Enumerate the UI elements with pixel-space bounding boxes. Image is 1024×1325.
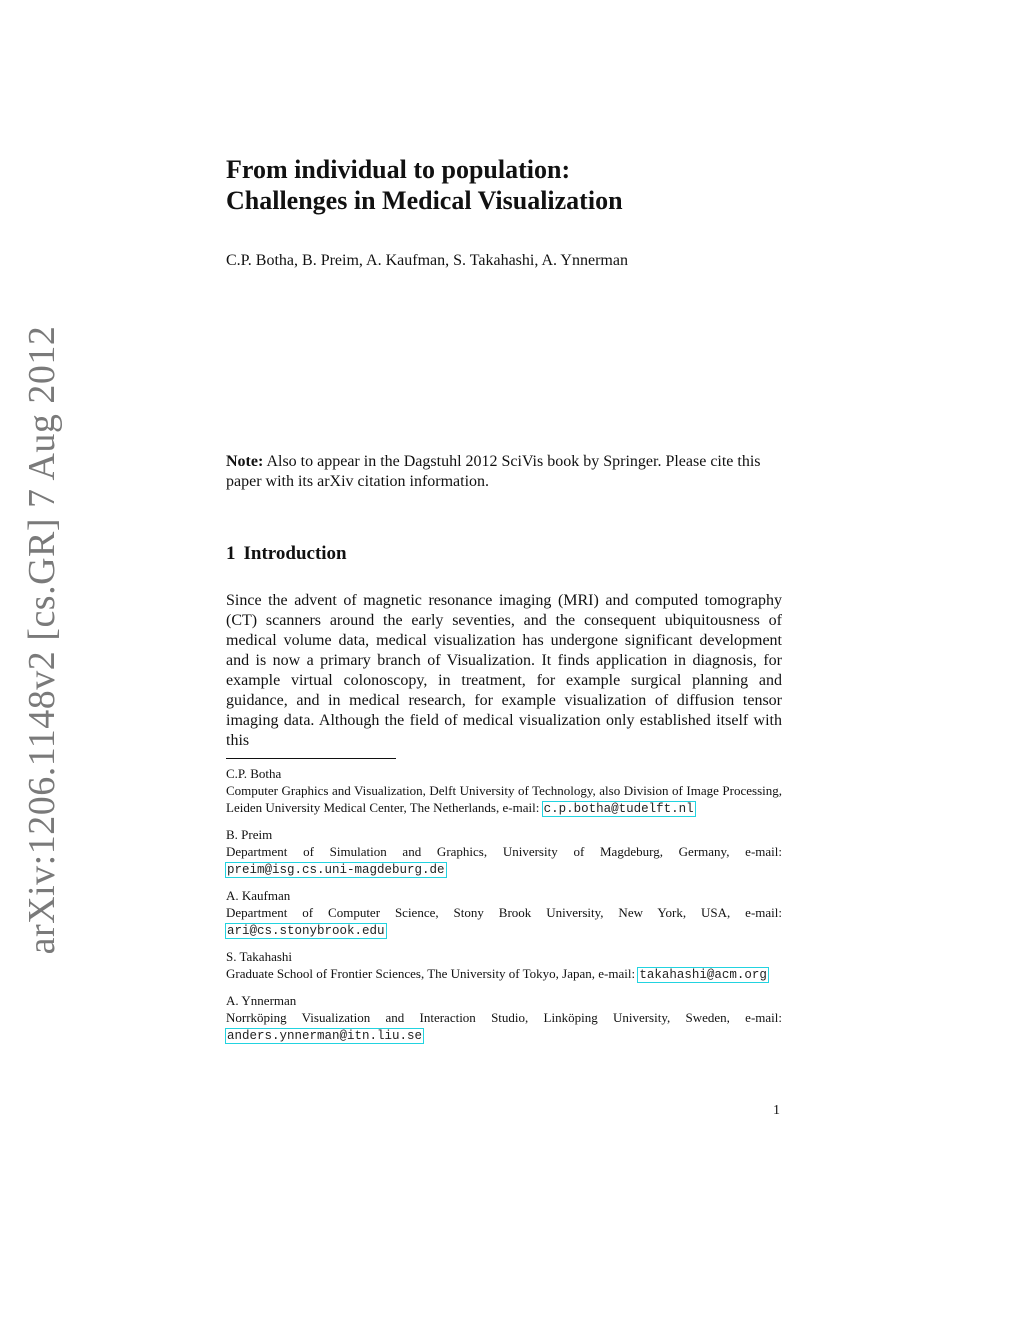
footnote-author-name: B. Preim <box>226 827 273 842</box>
footnote-author-name: A. Ynnerman <box>226 993 297 1008</box>
email-link[interactable]: anders.ynnerman@itn.liu.se <box>227 1029 423 1043</box>
footnote-author-affiliation: Computer Graphics and Visualization, Delft University of Technology, also Division of Image Processing, Leiden University Medical Center, The Netherlands, e-mail: c.p.botha@tudelft.nl <box>226 783 782 816</box>
footnote-author-affiliation: Graduate School of Frontier Sciences, The University of Tokyo, Japan, e-mail: takahashi@acm.org <box>226 966 767 982</box>
page-number: 1 <box>773 1103 780 1118</box>
footnote-author-affiliation: Department of Computer Science, Stony Brook University, New York, USA, e-mail: ari@cs.stonybrook.edu <box>226 905 782 938</box>
arxiv-identifier-stamp: arXiv:1206.1148v2 [cs.GR] 7 Aug 2012 <box>21 325 63 955</box>
footnote-author-affiliation: Norrköping Visualization and Interaction Studio, Linköping University, Sweden, e-mail: anders.ynnerman@itn.liu.se <box>226 1010 782 1043</box>
introduction-paragraph: Since the advent of magnetic resonance imaging (MRI) and computed tomography (CT) scanners around the early seventies, and the consequent ubiquitousness of medical volume data, medical visualization has undergone significant development and is now a primary branch of Visualization. It finds application in diagnosis, for example virtual colonoscopy, in treatment, for example surgical planning and guidance, and in medical research, for example visualization of diffusion tensor imaging data. Although the field of medical visualization only established itself with this <box>226 592 782 749</box>
paper-title <box>226 154 623 216</box>
author-list: C.P. Botha, B. Preim, A. Kaufman, S. Takahashi, A. Ynnerman <box>226 252 628 269</box>
title-line-1: From individual to population: <box>226 155 571 184</box>
author-footnotes <box>226 765 782 1053</box>
section-number: 1 <box>226 543 236 564</box>
footnote-author <box>226 826 782 879</box>
footnote-author-name: A. Kaufman <box>226 888 291 903</box>
section-title: Introduction <box>243 543 347 564</box>
section-heading-introduction <box>226 543 347 565</box>
email-link[interactable]: ari@cs.stonybrook.edu <box>227 924 385 938</box>
publication-note <box>226 452 782 492</box>
footnote-author <box>226 992 782 1045</box>
footnote-author <box>226 765 782 818</box>
email-link[interactable]: preim@isg.cs.uni-magdeburg.de <box>227 863 445 877</box>
footnote-author-name: C.P. Botha <box>226 766 282 781</box>
email-link[interactable]: c.p.botha@tudelft.nl <box>543 802 694 816</box>
note-label: Note: <box>226 453 264 470</box>
title-line-2: Challenges in Medical Visualization <box>226 186 623 215</box>
note-text: Also to appear in the Dagstuhl 2012 SciVis book by Springer. Please cite this paper with its arXiv citation information. <box>226 453 761 490</box>
footnote-author-affiliation: Department of Simulation and Graphics, University of Magdeburg, Germany, e-mail: preim@isg.cs.uni-magdeburg.de <box>226 844 782 877</box>
footnote-divider <box>226 758 396 759</box>
footnote-author <box>226 887 782 940</box>
footnote-author <box>226 948 782 984</box>
email-link[interactable]: takahashi@acm.org <box>639 968 767 982</box>
footnote-author-name: S. Takahashi <box>226 949 293 964</box>
